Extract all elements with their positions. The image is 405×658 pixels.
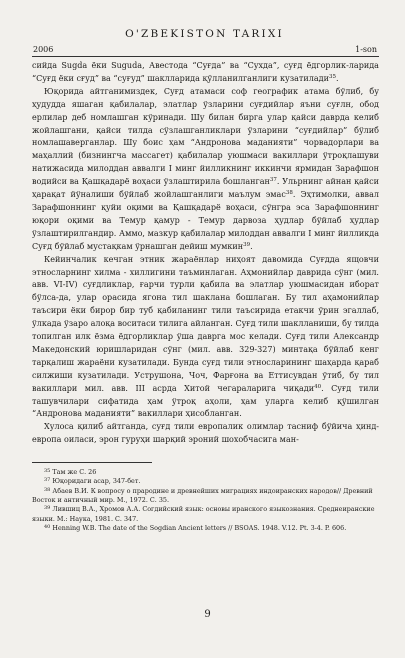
issue-number: 1-son [355,45,377,54]
issue-year: 2006 [33,45,54,54]
paragraph-text: сийда Sugda ёки Suguda, Авестода “Суғда” ва “Сухда”, суғд ёдгорлик-ларида “Суғд ёки сғуд” ва “суғуд” шаклларида қўлланилганлиги кузатилади [32,61,379,83]
footnote [32,468,379,477]
footnote [32,524,379,533]
footnote-text: Лившиц В.А., Хромов А.А. Согдийский язык: основы иранского языкознания. Среднеиранские языки. М.: Наука, 1981. С. 347. [32,505,375,523]
footnote-number: 40 [44,523,51,530]
footnote-ref[interactable]: 40 [314,383,322,390]
footnotes [32,468,379,533]
footnote [32,477,379,486]
footnote-number: 39 [44,505,51,512]
footnote-ref[interactable]: 37 [269,177,277,184]
footnote-rule [32,462,152,463]
footnote-ref[interactable]: 35 [328,73,336,80]
issue-line [24,45,379,55]
paragraph-text: Хулоса қилиб айтганда, суғд тили европалик олимлар тасниф бўйича ҳинд-европа оиласи, эрон гуруҳи шарқий эроний шохобчасига ман- [32,422,379,445]
footnote-ref[interactable]: 39 [243,241,251,248]
paragraph-text: . Ульрнинг айнан қайси ҳарақат йўналиши бўйлаб жойлашганлиги маълум эмас [32,177,380,200]
paragraph-text: Кейинчалик кечган этник жараёнлар ниҳоят давомида Суғдда ящовчи этносларнинг хилма - хиллигини таъминлаган. Аҳмонийлар даврида сўнг (мил. авв. VI-IV) суғдликлар, ғарчи турли қабила ва элатлар уюшмасидан иборат бўлса-да, улар орасида ягона тил шаклана бошлаган. Бу тил аҳамонийлар таъсири ёки бирор бир туб қабиланинг тили таъсирида етакчи ўрин эгаллаб, ўлкада ўзаро алоқа воситаси тилига айланган. Суғд тили шаклланиши, бу тилда топилган илк ёзма ёдгорликлар ўша даврга мос келади. Суғд тили Александр Македонский юришларидан сўнг (мил. авв. 329-327) минтақа бўйлаб кенг тарқалиш жараёни кузатилади. Бунда суғд тили этносларининг шаҳарда қараб силжиши кузатилади. Уструшона, Чоч, Фарғона ва Еттисувдан ўтиб, бу тил вакиллари мил. авв. III асрда Хитой чегараларига чиқади [32,254,379,393]
paragraph-text: . Эҳтимолки, аввал Зарафшоннинг қуйи оқими ва Қашқадарё воҳаси, сўнгра эса Зарафшоннинг юқори оқими ва Темур қамур - Темур дарвоза ҳудлар бўйлаб ҳудлар ўзлаштирилгандир. Аммо, мазкур қабилалар милоддан аввалги I минг йилликда Суғд бўйлаб мустақкам ўрнашган дейиш мумкин [32,190,379,251]
footnote-text: Там же С. 26 [52,468,97,477]
article-body [32,60,379,447]
paragraph [32,254,379,422]
running-title: O'ZBEKISTON TARIXI [125,28,284,40]
paragraph: сийда Sugda ёки Suguda, Авестода “Суғда” ва “Сухда”, суғд ёдгорлик-ларида “Суғд ёки сғуд” ва “суғуд” шаклларида қўлланилганлиги кузатилади$^{35}$. [32,61,379,83]
footnote [32,487,379,506]
page-number: 9 [204,609,211,620]
paragraph-text: Юқорида айтганимиздек, Суғд атамаси соф географик атама бўлиб, бу ҳудудда яшаган қабилалар, элатлар ўзларини суғдийлар яъни суғлн, обод ерлилар деб номлашган кўринади. Шу билан бирга улар қайси даврда келиб жойлашгани, қайси тилда сўзлашганликлари ўзларини “суғдийлар” бўлиб номлашаверганлар. Шу боис ҳам “Андронова маданияти” чорвадорлари ва маҳаллий (бизнингча массагет) қабилалар уюшмаси вакиллари ўтроқлашуви натижасида милоддан аввалги I минг йилликнинг иккинчи ярмидан Зарафшон водийси ва Қашқадарё воҳаси ўзлаштирила бошланган [32,86,379,187]
paragraph [32,421,379,447]
footnote-text: Henning W.B. The date of the Sogdian Ancient letters // BSOAS. 1948. V.12. Pt. 3-4. P. 606. [52,523,347,532]
header-rule [32,56,379,57]
footnote [32,505,379,524]
footnote-text: Юқоридаги асар, 347-бет. [52,477,141,486]
footnote-text: Абаев В.И. К вопросу о прародине и древнейших миграциях индоиранских народов// Древний Восток и античный мир. М., 1972. С. 35. [32,486,373,505]
footnote-number: 37 [44,477,51,484]
footnote-number: 38 [44,486,51,493]
paragraph-text: . Суғд тили ташувчилари сифатида ҳам ўтроқ аҳоли, ҳам уларга келиб қўшилган “Андронова маданияти” вакиллари ҳисобланган. [32,383,379,419]
footnote-ref[interactable]: 38 [285,190,293,197]
paragraph: Юқорида айтганимиздек, Суғд атамаси соф географик атама бўлиб, бу ҳудудда яшаган қабилалар, элатлар ўзларини суғдийлар яъни суғлн, обод ерлилар деб номлашган кўринади. Шу билан бирга улар қайси даврда келиб жойлашгани, қайси тилда сўзлашганликлари ўзларини “суғдийлар” бўлиб номлашаверганлар. Шу боис ҳам “Андронова маданияти” чорвадорлари ва маҳаллий (бизнингча массагет) қабилалар уюшмаси вакиллари ўтроқлашуви натижасида милоддан аввалги I минг йилликнинг иккинчи ярмидан Зарафшон водийси ва Қашқадарё воҳаси ўзлаштирила бошланган$^{37}$. Ульрнинг айнан қайси ҳарақат йўналиши бўйлаб жойлашганлиги маълум эмас$^{38}$. Эҳтимолки, аввал Зарафшоннинг қуйи оқими ва Қашқадарё воҳаси, сўнгра эса Зарафшоннинг юқори оқими ва Темур қамур - Темур дарвоза ҳудлар бўйлаб ҳудлар ўзлаштирилгандир. Аммо, мазкур қабилалар милоддан аввалги I минг йилликда Суғд бўйлаб мустақкам ўрнашган дейиш мумкин$^{39}$. [32,86,380,251]
footnote-number: 35 [44,468,51,475]
